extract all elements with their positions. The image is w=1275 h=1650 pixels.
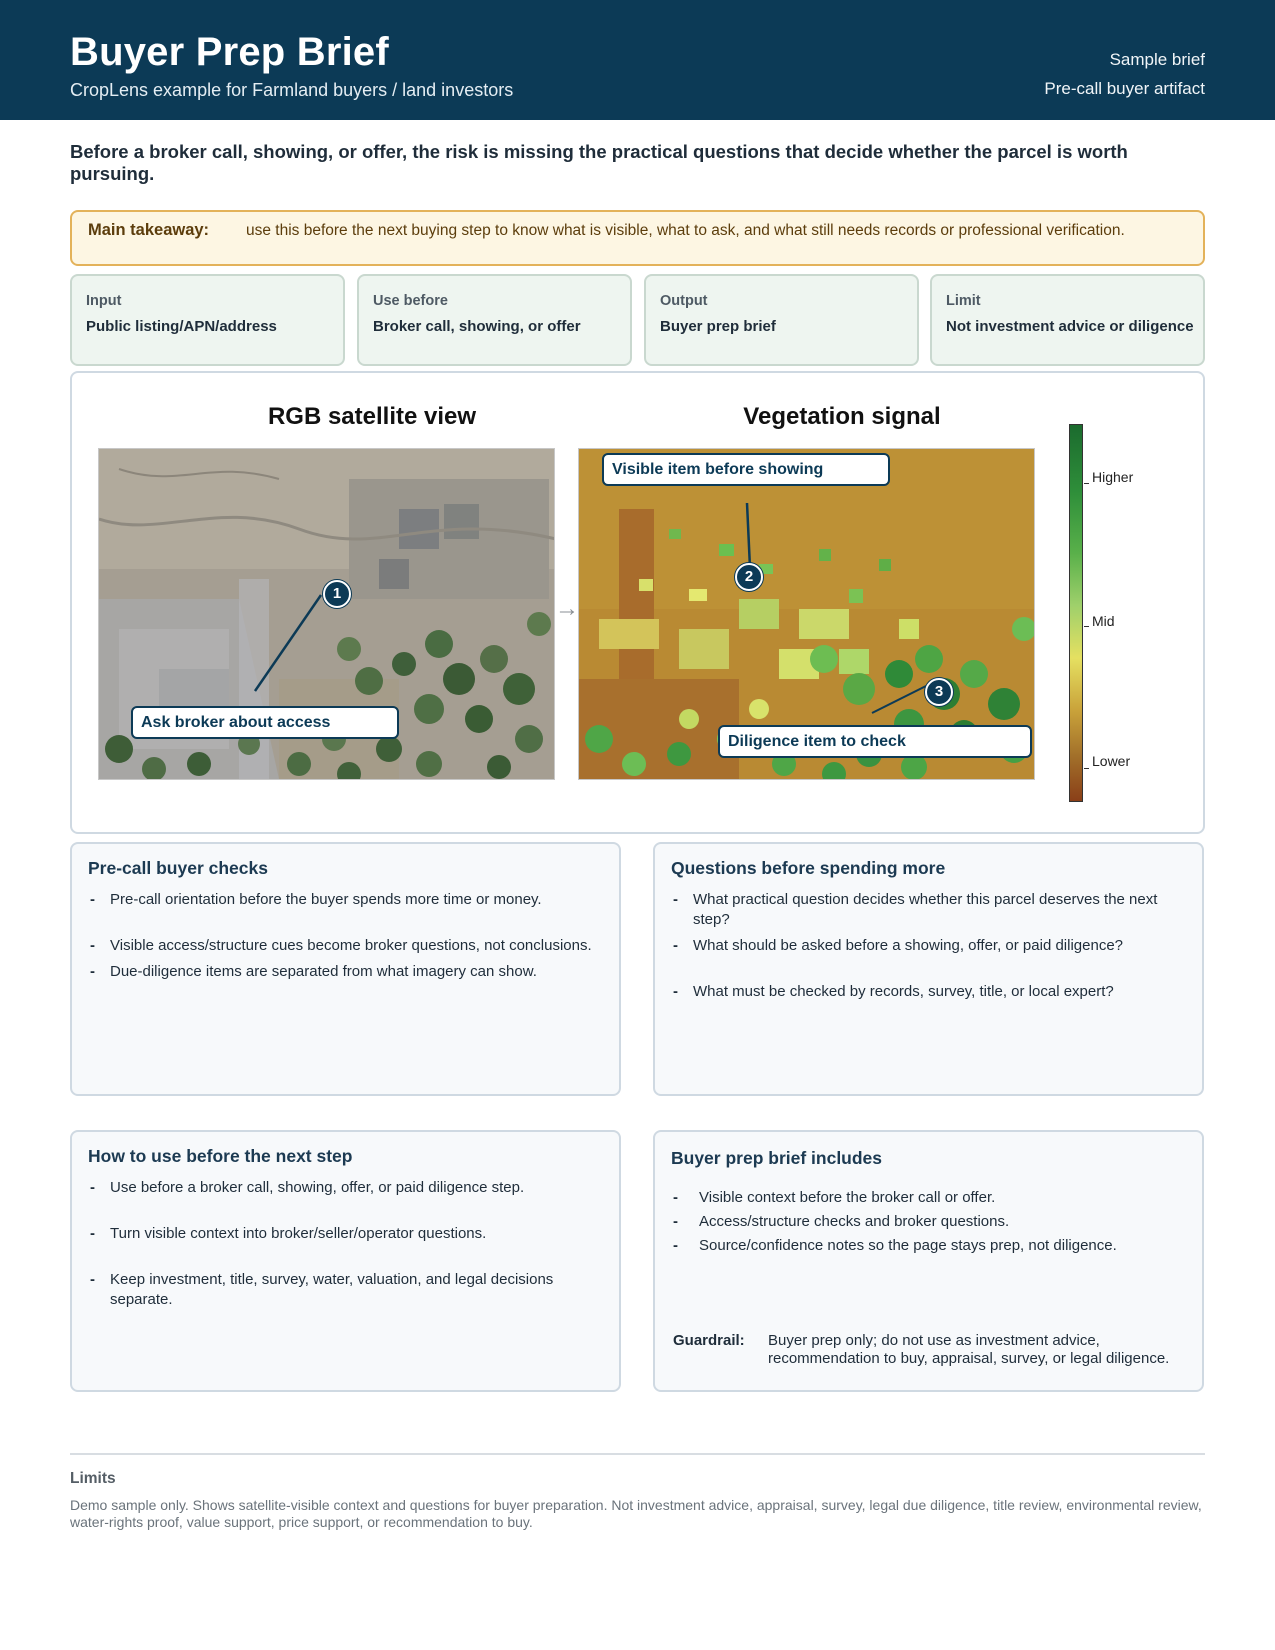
colorbar-tick	[1084, 768, 1089, 769]
header-meta-artifact: Pre-call buyer artifact	[1044, 79, 1205, 98]
vegetation-view-title: Vegetation signal	[743, 403, 941, 430]
footer-divider	[70, 1453, 1205, 1455]
card-list	[671, 1188, 1181, 1256]
list-item: - Access/structure checks and broker questions.	[673, 1213, 1010, 1230]
card-title: Pre-call buyer checks	[88, 858, 268, 878]
card-how-to-use	[70, 1130, 621, 1392]
imagery-figure	[70, 371, 1205, 834]
colorbar-label-higher: Higher	[1092, 469, 1134, 485]
list-item: - Source/confidence notes so the page stays prep, not diligence.	[673, 1237, 1117, 1254]
vegetation-colorbar	[1069, 424, 1083, 802]
list-item: - Turn visible context into broker/seller/operator questions.	[90, 1225, 487, 1242]
lead-statement: Before a broker call, showing, or offer, the risk is missing the practical questions that decide whether the parcel is worth pursuing.	[70, 141, 1128, 184]
info-value: Buyer prep brief	[660, 318, 776, 335]
header-meta-sample: Sample brief	[1109, 50, 1205, 69]
list-item: - Due-diligence items are separated from what imagery can show.	[90, 963, 537, 980]
guardrail-text: Buyer prep only; do not use as investment advice, recommendation to buy, appraisal, survey, or legal diligence.	[768, 1332, 1170, 1367]
info-label: Output	[660, 293, 708, 309]
info-label: Input	[86, 293, 122, 309]
info-value: Not investment advice or diligence	[946, 318, 1194, 335]
page-title: Buyer Prep Brief	[70, 30, 389, 74]
callout-diligence-item: Diligence item to check	[718, 725, 1032, 758]
card-list	[88, 1178, 598, 1310]
callout-ask-broker: Ask broker about access	[131, 706, 399, 739]
card-brief-includes	[653, 1130, 1204, 1392]
marker-2: 2	[735, 563, 763, 591]
page-header	[0, 0, 1275, 120]
callout-visible-item: Visible item before showing	[602, 453, 890, 486]
colorbar-tick	[1084, 626, 1089, 627]
list-item: - What practical question decides whether this parcel deserves the next step?	[673, 891, 1158, 928]
card-title: Buyer prep brief includes	[671, 1148, 883, 1168]
marker-1: 1	[323, 580, 351, 608]
list-item: - What must be checked by records, survey, title, or local expert?	[673, 983, 1114, 1000]
info-value: Public listing/APN/address	[86, 318, 277, 335]
takeaway-label: Main takeaway:	[88, 221, 210, 239]
marker-3: 3	[925, 678, 953, 706]
list-item: - Visible access/structure cues become broker questions, not conclusions.	[90, 937, 592, 954]
info-label: Use before	[373, 293, 448, 309]
list-item: - Visible context before the broker call or offer.	[673, 1189, 996, 1206]
card-list	[88, 890, 598, 982]
list-item: - What should be asked before a showing, offer, or paid diligence?	[673, 937, 1124, 954]
colorbar-label-mid: Mid	[1092, 613, 1115, 629]
card-questions	[653, 842, 1204, 1096]
takeaway-text: use this before the next buying step to know what is visible, what to ask, and what still needs records or professional verification.	[246, 222, 1125, 239]
list-item: - Keep investment, title, survey, water, valuation, and legal decisions separate.	[90, 1271, 554, 1308]
arrow-right-icon: →	[555, 595, 579, 622]
card-list	[671, 890, 1181, 1002]
info-box-use-before	[357, 274, 632, 366]
list-item: - Pre-call orientation before the buyer spends more time or money.	[90, 891, 542, 908]
info-label: Limit	[946, 293, 981, 309]
main-takeaway-box	[70, 210, 1205, 266]
info-box-limit	[930, 274, 1205, 366]
colorbar-tick	[1084, 483, 1089, 484]
info-value: Broker call, showing, or offer	[373, 318, 581, 335]
colorbar-label-lower: Lower	[1092, 753, 1131, 769]
limits-heading: Limits	[70, 1470, 116, 1487]
rgb-view-title: RGB satellite view	[267, 403, 477, 430]
card-title: Questions before spending more	[671, 858, 946, 878]
card-title: How to use before the next step	[88, 1146, 353, 1166]
guardrail-label: Guardrail:	[673, 1332, 745, 1349]
page-subtitle: CropLens example for Farmland buyers / land investors	[70, 80, 514, 100]
info-box-output	[644, 274, 919, 366]
limits-text: Demo sample only. Shows satellite-visible context and questions for buyer preparation. Not investment advice, appraisal, survey, legal due diligence, title review, environmental review, water-rights proof, value support, price support, or recommendation to buy.	[70, 1497, 1202, 1530]
info-box-input	[70, 274, 345, 366]
card-pre-call-checks	[70, 842, 621, 1096]
list-item: - Use before a broker call, showing, offer, or paid diligence step.	[90, 1179, 525, 1196]
